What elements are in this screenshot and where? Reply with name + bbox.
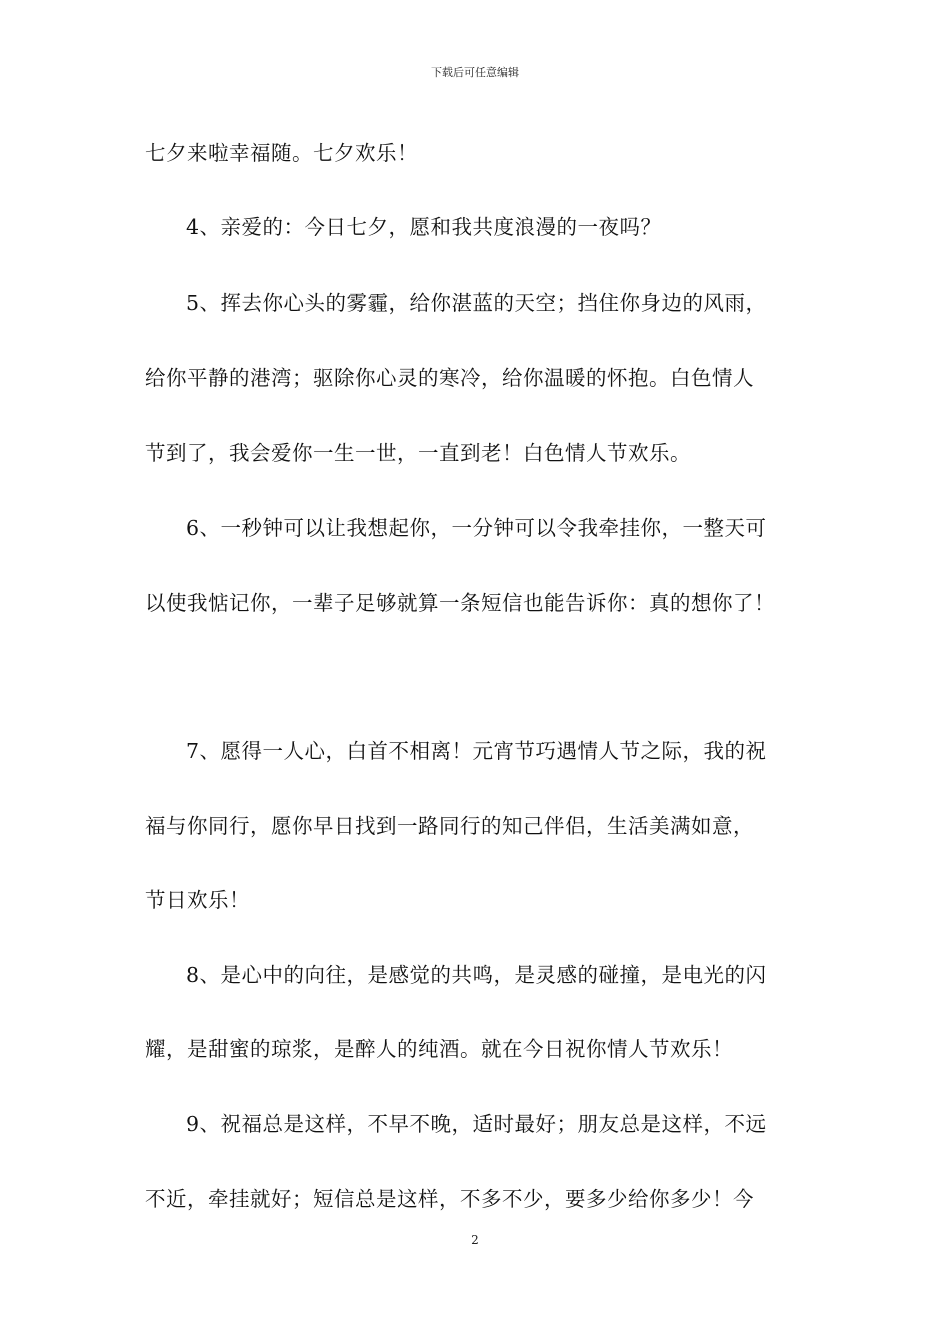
text-line: 9、祝福总是这样，不早不晚，适时最好；朋友总是这样，不远 (186, 1112, 767, 1136)
text-line: 4、亲爱的：今日七夕，愿和我共度浪漫的一夜吗？ (186, 215, 662, 239)
text-line: 耀，是甜蜜的琼浆，是醉人的纯酒。就在今日祝你情人节欢乐！ (145, 1037, 733, 1061)
text-line: 不近，牵挂就好；短信总是这样，不多不少，要多少给你多少！今 (145, 1187, 754, 1211)
header-note: 下载后可任意编辑 (431, 66, 519, 79)
text-line: 福与你同行，愿你早日找到一路同行的知己伴侣，生活美满如意， (145, 814, 754, 838)
text-line: 节到了，我会爱你一生一世，一直到老！白色情人节欢乐。 (145, 441, 691, 465)
text-line: 8、是心中的向往，是感觉的共鸣，是灵感的碰撞，是电光的闪 (186, 963, 767, 987)
text-line: 以使我惦记你，一辈子足够就算一条短信也能告诉你：真的想你了！ (145, 591, 775, 615)
text-line: 给你平静的港湾；驱除你心灵的寒冷，给你温暖的怀抱。白色情人 (145, 366, 754, 390)
text-line: 节日欢乐！ (145, 888, 250, 912)
text-line: 6、一秒钟可以让我想起你，一分钟可以令我牵挂你，一整天可 (186, 516, 767, 540)
text-line: 5、挥去你心头的雾霾，给你湛蓝的天空；挡住你身边的风雨， (186, 291, 767, 315)
page-number: 2 (471, 1233, 479, 1247)
text-line: 7、愿得一人心，白首不相离！元宵节巧遇情人节之际，我的祝 (186, 739, 767, 763)
text-line: 七夕来啦幸福随。七夕欢乐！ (145, 141, 418, 165)
